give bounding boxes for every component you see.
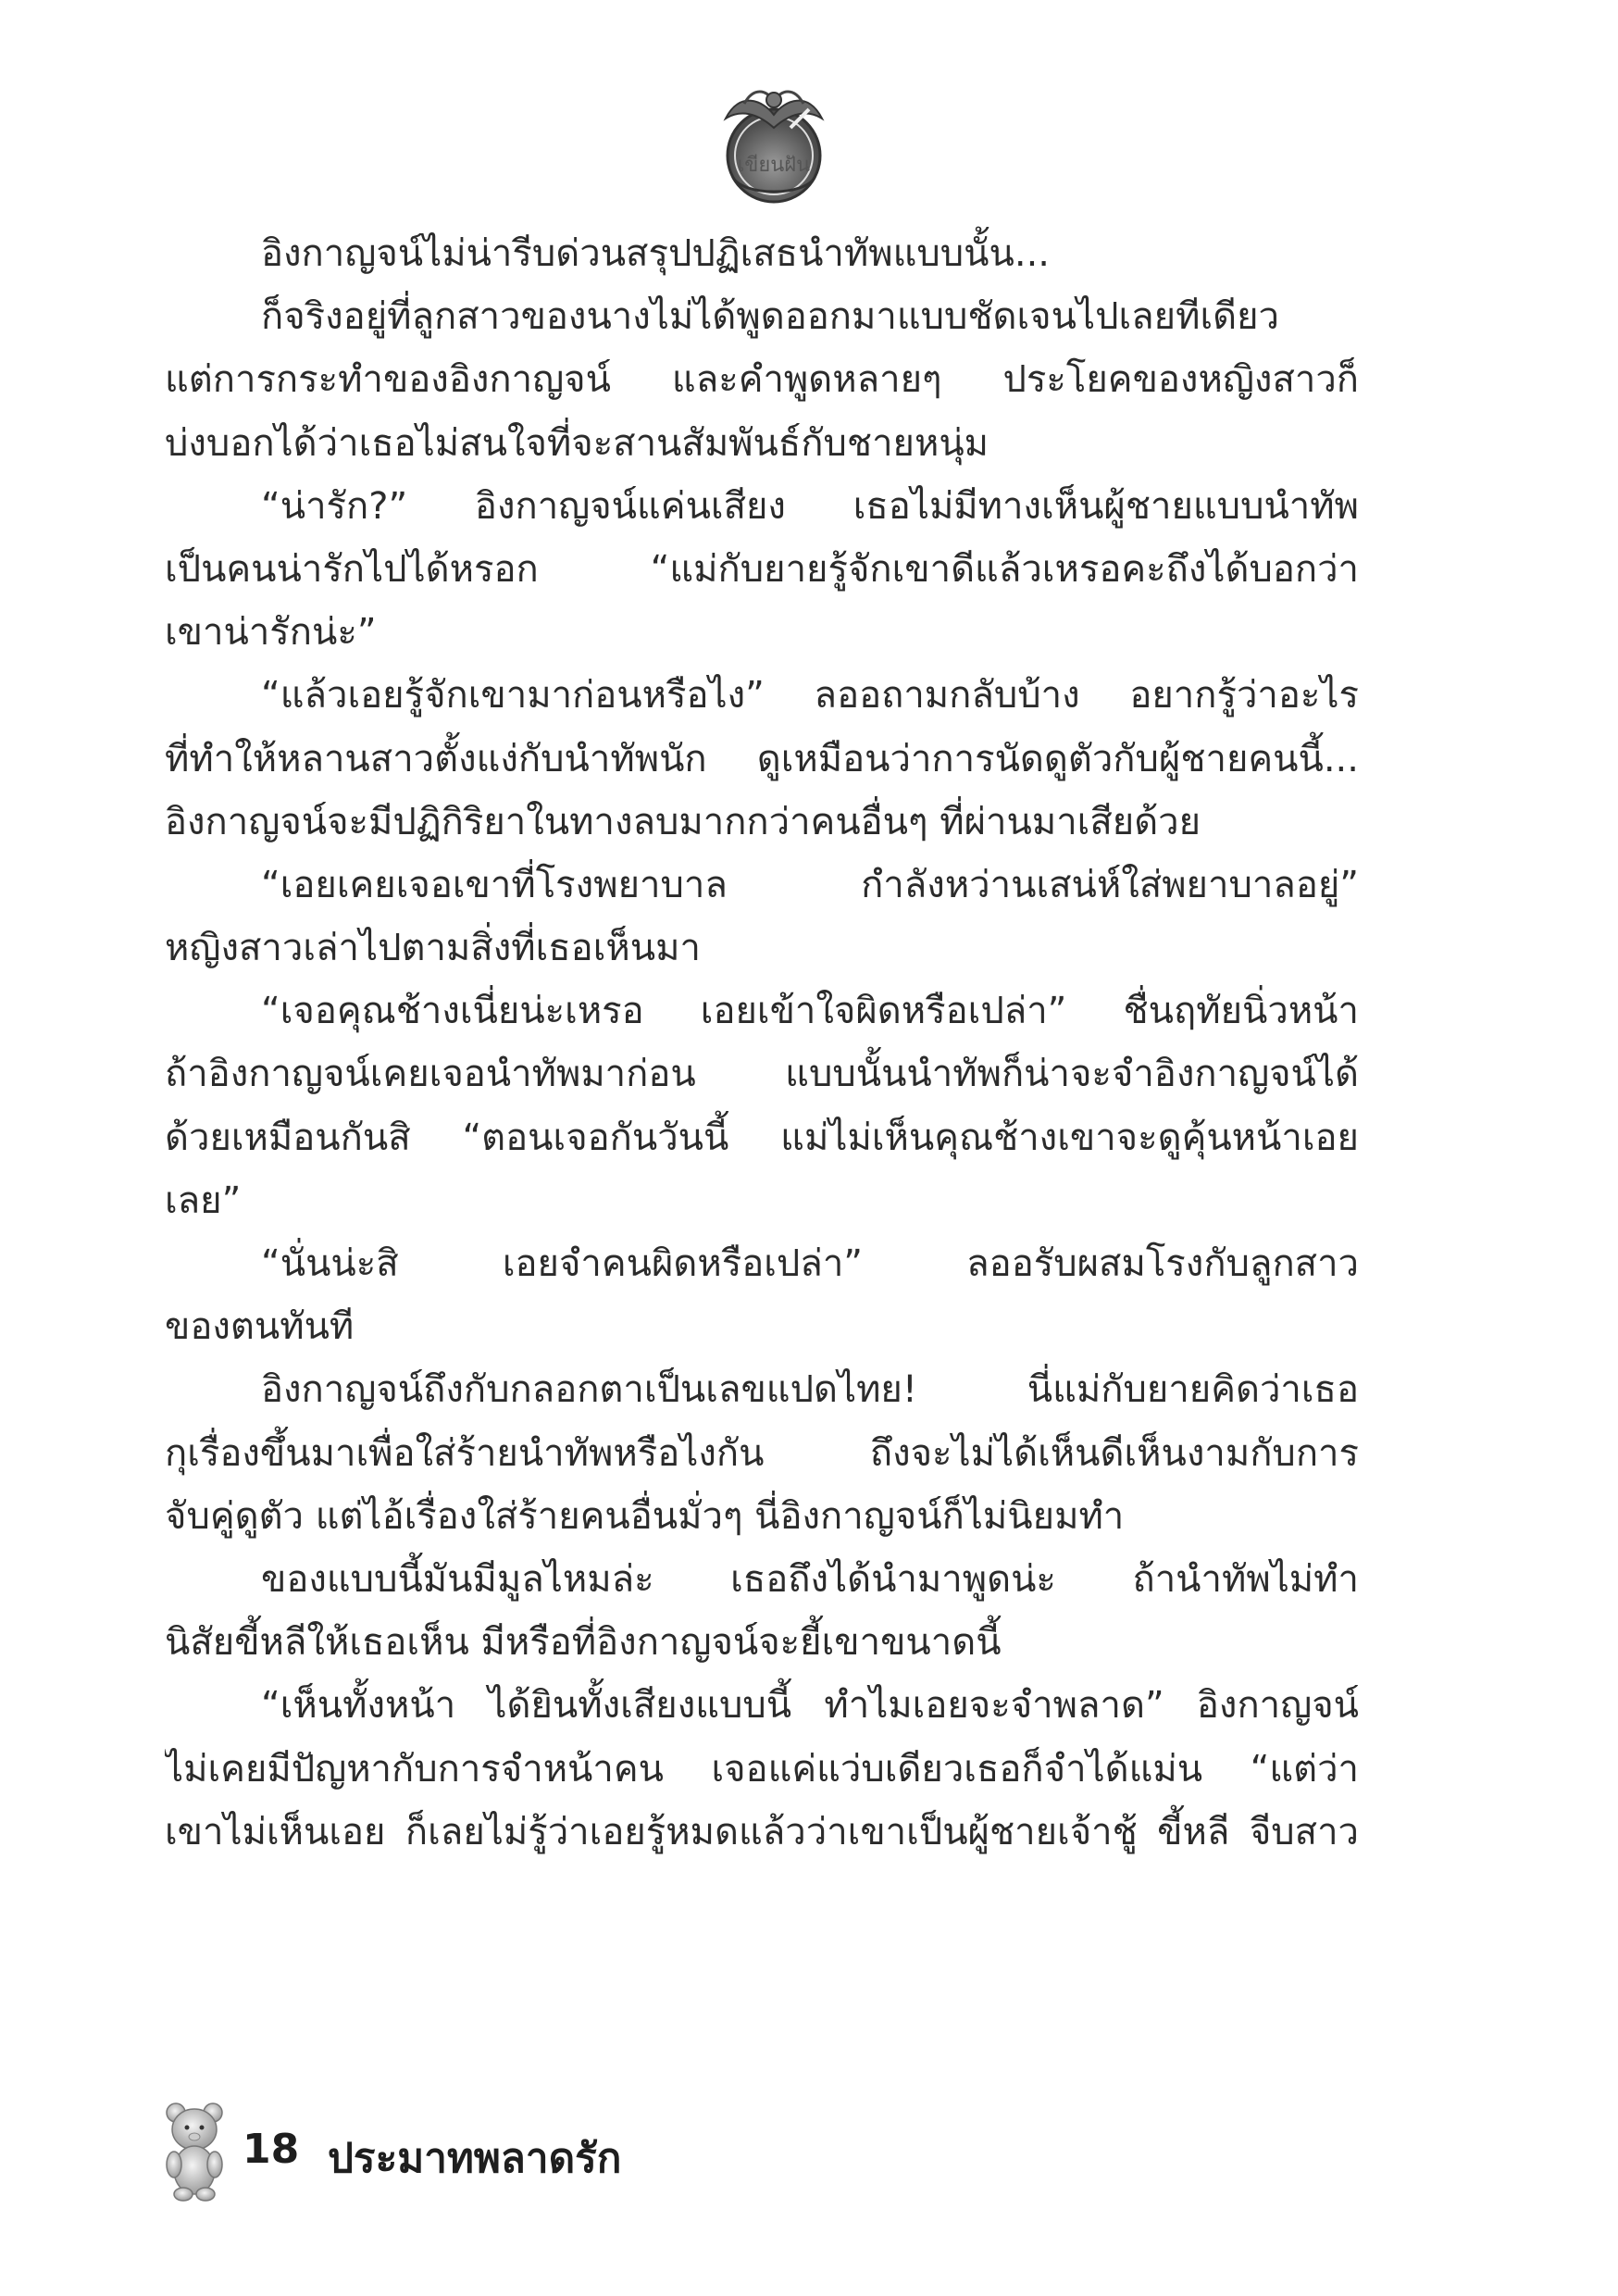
text-line: “เจอคุณช้างเนี่ยน่ะเหรอ เอยเข้าใจผิดหรือเปล่า” ชื่นฤทัยนิ่วหน้า xyxy=(261,990,1359,1033)
text-line: ด้วยเหมือนกันสิ “ตอนเจอกันวันนี้ แม่ไม่เห็นคุณช้างเขาจะดูคุ้นหน้าเอย xyxy=(165,1116,1359,1159)
ornament-icon xyxy=(689,81,859,207)
text-line: กุเรื่องขึ้นมาเพื่อใส่ร้ายนำทัพหรือไงกัน ถึงจะไม่ได้เห็นดีเห็นงามกับการ xyxy=(165,1431,1359,1475)
text-line: “น่ารัก?” อิงกาญจน์แค่นเสียง เธอไม่มีทางเห็นผู้ชายแบบนำทัพ xyxy=(261,484,1359,528)
footer xyxy=(163,2100,996,2202)
text-line: อิงกาญจน์ไม่น่ารีบด่วนสรุปปฏิเสธนำทัพแบบนั้น... xyxy=(261,232,1051,275)
text-line: อิงกาญจน์จะมีปฏิกิริยาในทางลบมากกว่าคนอื่นๆ ที่ผ่านมาเสียด้วย xyxy=(165,800,1201,843)
book-title: ประมาทพลาดรัก xyxy=(328,2135,622,2182)
teddy-bear-icon xyxy=(163,2100,226,2202)
text-line: เขาน่ารักน่ะ” xyxy=(165,611,377,655)
body-text xyxy=(165,222,1359,1864)
text-line: หญิงสาวเล่าไปตามสิ่งที่เธอเห็นมา xyxy=(165,927,701,970)
text-line: แต่การกระทำของอิงกาญจน์ และคำพูดหลายๆ ประโยคของหญิงสาวก็ xyxy=(165,358,1359,402)
page-number: 18 xyxy=(243,2126,300,2173)
text-line: เลย” xyxy=(165,1179,242,1222)
text-line: ของแบบนี้มันมีมูลไหมล่ะ เธอถึงได้นำมาพูดน่ะ ถ้านำทัพไม่ทำ xyxy=(261,1557,1359,1601)
logo-label: เขียนฝัน xyxy=(737,154,811,177)
text-line: ก็จริงอยู่ที่ลูกสาวของนางไม่ได้พูดออกมาแบบชัดเจนไปเลยทีเดียว xyxy=(261,295,1279,339)
text-line: ที่ทำให้หลานสาวตั้งแง่กับนำทัพนัก ดูเหมือนว่าการนัดดูตัวกับผู้ชายคนนี้... xyxy=(165,737,1359,780)
text-line: เขาไม่เห็นเอย ก็เลยไม่รู้ว่าเอยรู้หมดแล้วว่าเขาเป็นผู้ชายเจ้าชู้ ขี้หลี จีบสาว xyxy=(165,1810,1359,1853)
text-line: ถ้าอิงกาญจน์เคยเจอนำทัพมาก่อน แบบนั้นนำทัพก็น่าจะจำอิงกาญจน์ได้ xyxy=(165,1053,1359,1096)
text-line: อิงกาญจน์ถึงกับกลอกตาเป็นเลขแปดไทย! นี่แม่กับยายคิดว่าเธอ xyxy=(261,1368,1359,1412)
text-line: “แล้วเอยรู้จักเขามาก่อนหรือไง” ลออถามกลับบ้าง อยากรู้ว่าอะไร xyxy=(261,674,1359,718)
text-line: เป็นคนน่ารักไปได้หรอก “แม่กับยายรู้จักเขาดีแล้วเหรอคะถึงได้บอกว่า xyxy=(165,547,1359,591)
text-line: “เอยเคยเจอเขาที่โรงพยาบาล กำลังหว่านเสน่ห์ใส่พยาบาลอยู่” xyxy=(261,863,1359,906)
text-line: ของตนทันที xyxy=(165,1305,355,1349)
text-line: “นั่นน่ะสิ เอยจำคนผิดหรือเปล่า” ลออรับผสมโรงกับลูกสาว xyxy=(261,1242,1359,1285)
text-line: นิสัยขี้หลีให้เธอเห็น มีหรือที่อิงกาญจน์จะยี้เขาขนาดนี้ xyxy=(165,1621,1002,1665)
text-line: ไม่เคยมีปัญหากับการจำหน้าคน เจอแค่แว่บเดียวเธอก็จำได้แม่น “แต่ว่า xyxy=(165,1747,1359,1791)
text-line: บ่งบอกได้ว่าเธอไม่สนใจที่จะสานสัมพันธ์กับชายหนุ่ม xyxy=(165,421,989,465)
text-line: จับคู่ดูตัว แต่ไอ้เรื่องใส่ร้ายคนอื่นมั่วๆ นี่อิงกาญจน์ก็ไม่นิยมทำ xyxy=(165,1494,1125,1538)
text-line: “เห็นทั้งหน้า ได้ยินทั้งเสียงแบบนี้ ทำไมเอยจะจำพลาด” อิงกาญจน์ xyxy=(261,1684,1359,1728)
header-logo xyxy=(689,81,859,207)
